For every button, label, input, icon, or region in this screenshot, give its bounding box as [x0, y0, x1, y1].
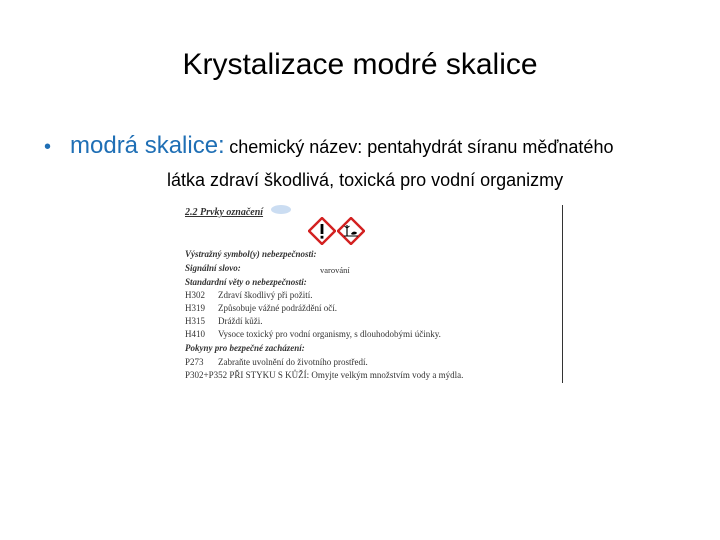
statement-text: PŘI STYKU S KŮŽÍ: Omyjte velkým množstvím vody a mýdla. [229, 370, 464, 380]
statement-code: P273 [185, 357, 204, 367]
statement-code: H315 [185, 316, 205, 326]
slide-title: Krystalizace modré skalice [182, 48, 538, 81]
bullet-second-line: látka zdraví škodlivá, toxická pro vodní organizmy [167, 170, 564, 190]
statement-code: P302+P352 [185, 370, 228, 380]
hazard-statement-row [185, 329, 441, 339]
statement-code: H410 [185, 329, 205, 339]
exclamation-mark-icon [308, 217, 336, 245]
environment-hazard-icon [337, 217, 365, 245]
hazard-statement-row [185, 316, 262, 326]
hazard-statements-heading: Standardní věty o nebezpečnosti: [185, 277, 307, 287]
bullet-marker: • [44, 136, 52, 158]
signal-word-label: Signální slovo: [185, 263, 241, 273]
image-right-border [562, 205, 563, 383]
bullet-item [44, 132, 613, 160]
decorative-blob [271, 205, 291, 214]
statement-text: Dráždí kůži. [218, 316, 263, 326]
signal-word-value: varování [320, 265, 350, 275]
hazard-statement-row [185, 303, 337, 313]
hazard-label-image [183, 205, 568, 385]
statement-code: H302 [185, 290, 205, 300]
bullet-lead-text: modrá skalice: [70, 132, 225, 159]
statement-text: Zdraví škodlivý při požití. [218, 290, 313, 300]
statement-text: Způsobuje vážné podráždění očí. [218, 303, 337, 313]
precaution-statement-row [185, 370, 463, 380]
hazard-statement-row [185, 290, 313, 300]
precaution-statement-row [185, 357, 368, 367]
label-section-title: 2.2 Prvky označení [185, 207, 264, 218]
bullet-body-text: chemický název: pentahydrát síranu měďnatého [229, 137, 614, 157]
statement-text: Zabraňte uvolnění do životního prostředí. [218, 357, 368, 367]
pictogram-caption: Výstražný symbol(y) nebezpečnosti: [185, 249, 317, 259]
statement-code: H319 [185, 303, 205, 313]
precaution-heading: Pokyny pro bezpečné zacházení: [185, 343, 305, 353]
statement-text: Vysoce toxický pro vodní organismy, s dlouhodobými účinky. [218, 329, 441, 339]
